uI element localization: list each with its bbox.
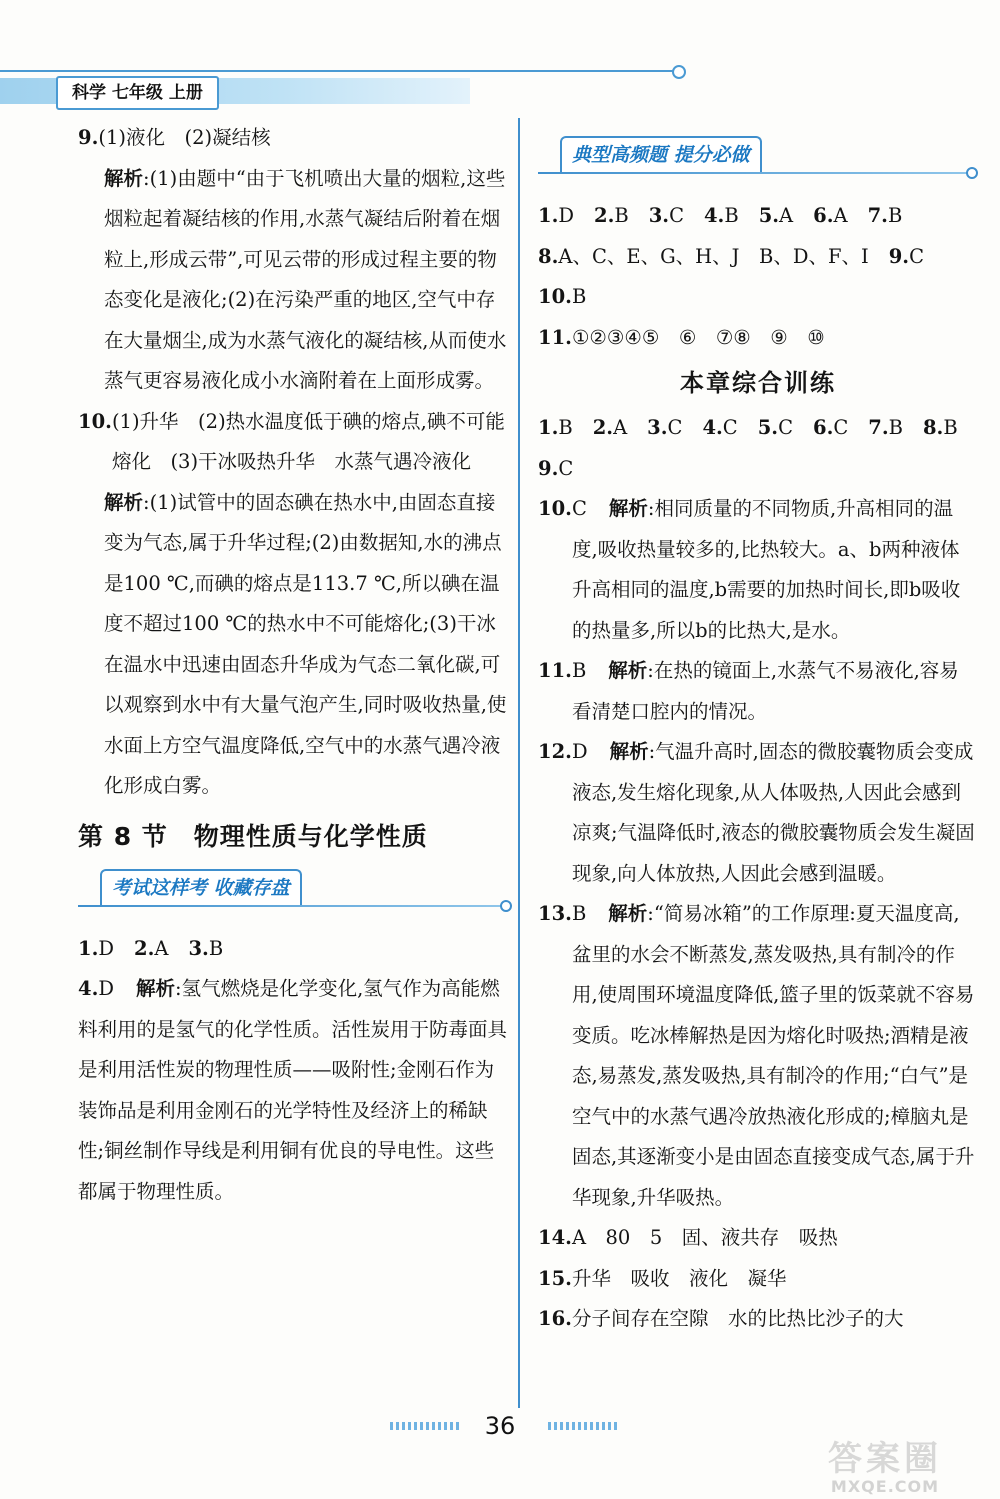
answer-item xyxy=(538,277,586,318)
answer-9-chapter xyxy=(538,449,978,490)
answer-item xyxy=(538,196,574,237)
question-number: 12. xyxy=(538,740,572,763)
section-banner xyxy=(78,869,512,915)
page-number: 36 xyxy=(484,1412,516,1440)
answer-letter: A xyxy=(154,936,169,960)
answer-item xyxy=(702,408,737,449)
book-title: 科学 七年级 上册 xyxy=(56,76,219,110)
answer-letter: B xyxy=(208,936,224,960)
analysis-label: 解析 xyxy=(608,659,648,682)
analysis-text: :气温升高时,固态的微胶囊物质会变成液态,发生熔化现象,从人体吸热,人因此会感到凉爽;气温降低时,液态的微胶囊物质会发生凝固现象,向人体放热,人因此会感到温暖。 xyxy=(571,740,975,885)
question-number: 5. xyxy=(757,416,779,439)
answer-item xyxy=(758,408,793,449)
analysis-label: 解析 xyxy=(104,166,144,190)
question-number: 1. xyxy=(538,416,559,439)
analysis-text: :相同质量的不同物质,升高相同的温度,吸收热量较多的,比热较大。a、b两种液体升高相同的温度,b需要的加热时间长,即b吸收的热量多,所以b的比热大,是水。 xyxy=(571,497,961,642)
answer-letter: B xyxy=(724,204,739,227)
answer-letter: C xyxy=(722,416,738,439)
answer-item xyxy=(538,408,573,449)
answer-body xyxy=(572,732,978,894)
question-number: 6. xyxy=(813,204,834,227)
banner-label: 典型高频题 提分必做 xyxy=(560,136,762,172)
answer-item xyxy=(593,408,627,449)
answer-text: 分子间存在空隙 水的比热比沙子的大 xyxy=(571,1307,904,1330)
answer-item xyxy=(868,196,903,237)
answer-letter: A xyxy=(833,204,848,227)
answer-letter: C xyxy=(909,244,924,268)
analysis-label: 解析 xyxy=(609,740,649,763)
question-number: 8. xyxy=(538,244,559,268)
answer-letter: A、C、E、G、H、J B、D、F、I xyxy=(558,244,869,268)
analysis-text: :氢气燃烧是化学变化,氢气作为高能燃料利用的是氢气的化学性质。活性炭用于防毒面具是利用活性炭的物理性质——吸附性;金刚石作为装饰品是利用金刚石的光学特性及经济上的稀缺性;铜丝制作导线是利用铜有优良的导电性。这些都属于物理性质。 xyxy=(78,977,508,1203)
chapter-title: 本章综合训练 xyxy=(680,369,836,397)
answer-row xyxy=(538,196,978,237)
question-number: 4. xyxy=(702,416,723,439)
answer-10-chapter xyxy=(538,489,978,651)
answer-16-chapter xyxy=(538,1299,978,1340)
question-number: 8. xyxy=(922,416,944,439)
question-number: 2. xyxy=(594,204,615,227)
question-number: 9. xyxy=(78,126,99,149)
answer-letter: D xyxy=(98,977,114,1000)
answer-body xyxy=(572,489,978,651)
answer-15-chapter xyxy=(538,1259,978,1300)
answer-letter: A xyxy=(613,416,628,439)
section-banner xyxy=(538,136,978,182)
question-number: 10. xyxy=(78,409,112,433)
analysis-9 xyxy=(78,159,512,402)
answer-body xyxy=(572,651,978,732)
answer-item xyxy=(78,929,114,970)
answer-body xyxy=(572,894,978,1218)
answer-item xyxy=(704,196,739,237)
answer-4 xyxy=(78,969,512,1212)
watermark-logo xyxy=(770,1440,1000,1499)
answer-item xyxy=(538,237,869,278)
answer-letter: D xyxy=(98,936,114,960)
analysis-label: 解析 xyxy=(608,497,648,520)
question-number: 2. xyxy=(592,416,614,439)
answer-letter: B xyxy=(614,204,629,227)
question-number: 14. xyxy=(538,1226,572,1249)
watermark-url: MXQE.COM xyxy=(830,1477,940,1496)
question-number: 3. xyxy=(647,416,668,439)
answer-item xyxy=(813,196,847,237)
answer-text: A 80 5 固、液共存 吸热 xyxy=(571,1226,838,1249)
banner-rule xyxy=(538,172,972,174)
question-number: 3. xyxy=(648,204,670,227)
analysis-label: 解析 xyxy=(136,977,176,1000)
question-number: 10. xyxy=(538,497,572,520)
answer-letter: C xyxy=(571,497,587,520)
right-column xyxy=(538,118,978,1340)
header-rule-dot xyxy=(672,65,686,79)
answer-letter: B xyxy=(887,204,903,227)
question-number: 16. xyxy=(538,1307,572,1330)
question-number: 7. xyxy=(867,204,888,227)
footer-decoration-right xyxy=(548,1422,618,1430)
analysis-text: :在热的镜面上,水蒸气不易液化,容易看清楚口腔内的情况。 xyxy=(571,659,959,723)
question-number: 13. xyxy=(538,902,572,925)
analysis-10 xyxy=(78,483,512,807)
answer-row xyxy=(538,408,978,449)
answer-item xyxy=(759,196,793,237)
question-number: 10. xyxy=(538,285,572,308)
question-number: 9. xyxy=(888,244,910,268)
answer-13-chapter xyxy=(538,894,978,1218)
answer-letter: B xyxy=(888,416,903,439)
question-number: 11. xyxy=(538,325,572,349)
answer-11 xyxy=(538,318,978,359)
question-number: 1. xyxy=(538,204,559,227)
answer-item xyxy=(647,408,682,449)
answer-12-chapter xyxy=(538,732,978,894)
answer-item xyxy=(134,929,168,970)
answer-text: (1)升华 (2)热水温度低于碘的熔点,碘不可能熔化 (3)干冰吸热升华 水蒸气遇冷液化 xyxy=(111,409,505,473)
answer-item xyxy=(868,408,903,449)
question-number: 5. xyxy=(758,204,780,227)
answer-letter: C xyxy=(669,204,684,227)
question-number: 11. xyxy=(538,659,572,682)
question-number: 15. xyxy=(538,1266,572,1290)
answer-letter: B xyxy=(943,416,958,439)
answer-letter: C xyxy=(833,416,849,439)
watermark-text: 答案圈 xyxy=(828,1439,942,1479)
answer-9 xyxy=(78,118,512,159)
analysis-label: 解析 xyxy=(608,902,648,925)
answer-letter: C xyxy=(558,456,574,480)
answer-letter: B xyxy=(571,902,587,925)
answer-letter: B xyxy=(571,659,587,682)
question-number: 4. xyxy=(78,977,99,1000)
answer-10 xyxy=(78,402,512,483)
question-number: 7. xyxy=(868,416,889,439)
question-number: 3. xyxy=(188,936,209,960)
left-column xyxy=(78,118,512,1212)
answer-item xyxy=(923,408,958,449)
answer-text: (1)液化 (2)凝结核 xyxy=(98,126,271,149)
answer-11-chapter xyxy=(538,651,978,732)
analysis-label: 解析 xyxy=(104,490,144,514)
answer-letter: B xyxy=(571,285,587,308)
section-title: 第 8 节 物理性质与化学性质 xyxy=(78,821,428,851)
analysis-text: :(1)由题中“由于飞机喷出大量的烟粒,这些烟粒起着凝结核的作用,水蒸气凝结后附着在烟粒上,形成云带”,可见云带的形成过程主要的物态变化是液化;(2)在污染严重的地区,空气中存在大量烟尘,成为水蒸气液化的凝结核,从而使水蒸气更容易液化成小水滴附着在上面形成雾。 xyxy=(104,166,507,392)
column-divider xyxy=(518,118,520,1408)
footer-decoration-left xyxy=(390,1422,460,1430)
header-rule xyxy=(0,70,675,72)
page-header xyxy=(0,62,690,108)
banner-dot xyxy=(500,900,512,912)
answer-text: ①②③④⑤ ⑥ ⑦⑧ ⑨ ⑩ xyxy=(571,325,825,349)
answer-14-chapter xyxy=(538,1218,978,1259)
answer-item xyxy=(889,237,924,278)
analysis-text: :(1)试管中的固态碘在热水中,由固态直接变为气态,属于升华过程;(2)由数据知,水的沸点是100 ℃,而碘的熔点是113.7 ℃,所以碘在温度不超过100 ℃的热水中不可能熔化;(3)干冰在温水中迅速由固态升华成为气态二氧化碳,可以观察到水中有大量气泡产生,同时吸收热量,使水面上方空气温度降低,空气中的水蒸气遇冷液化形成白雾。 xyxy=(104,490,507,797)
answer-item xyxy=(813,408,848,449)
banner-dot xyxy=(966,167,978,179)
answer-letter: B xyxy=(558,416,573,439)
banner-rule xyxy=(78,905,506,907)
answer-letter: D xyxy=(558,204,574,227)
analysis-text: :“简易冰箱”的工作原理:夏天温度高,盆里的水会不断蒸发,蒸发吸热,具有制冷的作用,使周围环境温度降低,篮子里的饭菜就不容易变质。吃冰棒解热是因为熔化时吸热;酒精是液态,易蒸发,蒸发吸热,具有制冷的作用;“白气”是空气中的水蒸气遇冷放热液化形成的;樟脑丸是固态,其逐渐变小是由固态直接变成气态,属于升华现象,升华吸热。 xyxy=(571,902,975,1209)
answer-letter: C xyxy=(778,416,793,439)
answer-letter: A xyxy=(779,204,794,227)
question-number: 1. xyxy=(78,936,99,960)
answer-text: 升华 吸收 液化 凝华 xyxy=(571,1266,787,1290)
answer-item xyxy=(649,196,684,237)
answer-item xyxy=(594,196,629,237)
answer-row xyxy=(538,237,978,318)
answer-row xyxy=(78,929,512,970)
question-number: 9. xyxy=(538,456,559,480)
question-number: 6. xyxy=(813,416,834,439)
question-number: 2. xyxy=(134,936,155,960)
answer-letter: C xyxy=(667,416,683,439)
answer-letter: D xyxy=(571,740,588,763)
question-number: 4. xyxy=(703,204,725,227)
answer-item xyxy=(188,929,223,970)
banner-label: 考试这样考 收藏存盘 xyxy=(100,869,302,905)
